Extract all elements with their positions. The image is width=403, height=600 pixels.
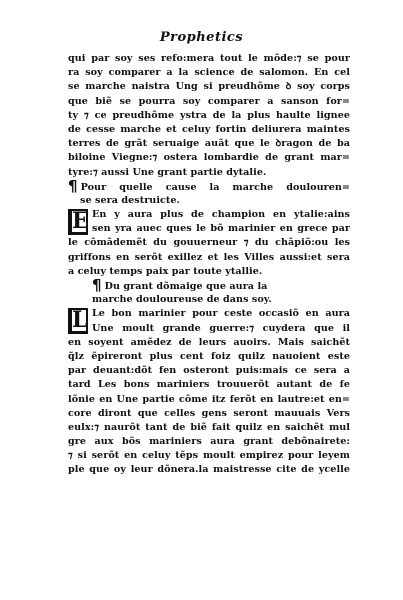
- text-line: En y aura plus de champion en ytalie:ains: [92, 209, 350, 221]
- drop-capital-letter: L: [72, 307, 88, 334]
- drop-capital: [68, 209, 88, 235]
- pilcrow-icon: ¶: [68, 179, 78, 194]
- text-line: tard Les bons mariniers trouuerõt autant de fe: [68, 379, 350, 391]
- text-line: q̃lz ẽpireront plus cent foiz quilz nauoient este: [68, 350, 350, 362]
- rubric-heading: [68, 279, 350, 307]
- drop-capital-letter: E: [72, 208, 89, 235]
- text-line: ty ⁊ ce preudhõme ystra de la plus haulte lignee: [68, 109, 350, 121]
- text-block: [68, 52, 350, 478]
- paragraph: [68, 208, 350, 279]
- pilcrow-icon: ¶: [92, 279, 102, 294]
- text-line: terres de grãt seruaige auãt que le ꝺragon de ba: [68, 138, 350, 150]
- text-line: lõnie en Une partie cõme itz ferõt en lautre:et en=: [68, 393, 350, 405]
- text-line: [68, 180, 350, 194]
- rubric-text: Pour quelle cause la marche doulouren=: [80, 181, 350, 193]
- text-line: sen yra auec ques le bõ marinier en grece par: [92, 223, 350, 235]
- running-head: Prophetics: [159, 30, 244, 45]
- text-line: par deuant:dõt fen osteront puis:mais ce sera a: [68, 365, 350, 377]
- text-line: core diront que celles gens seront mauuais Vers: [68, 407, 350, 419]
- text-line: a celuy temps paix par toute ytallie.: [68, 265, 263, 277]
- text-line: se marche naistra Ung si preudhõme ꝺ soy corps: [68, 81, 350, 93]
- paragraph: [68, 52, 350, 180]
- text-line: de cesse marche et celuy fortin deliurera maintes: [68, 123, 350, 135]
- paragraph: [68, 307, 350, 477]
- text-line: tyre:⁊ aussi Une grant partie dytalie.: [68, 166, 267, 178]
- text-line: ⁊ si serõt en celuy tẽps moult empirez pour leyem: [68, 450, 350, 462]
- drop-capital: [68, 308, 88, 334]
- text-line: [68, 279, 350, 293]
- rubric-heading: [68, 180, 350, 208]
- text-line: griffons en serõt exillez et les Villes aussi:et sera: [68, 251, 350, 263]
- text-line: Le bon marinier pour ceste occasiõ en aura: [92, 308, 350, 320]
- text-line: eulx:⁊ naurõt tant de biẽ fait quilz en saichẽt mul: [68, 421, 350, 433]
- text-line: ra soy comparer a la science de salomon. En cel: [68, 67, 350, 79]
- text-line: se sera destruicte.: [80, 194, 180, 206]
- text-line: le cõmãdemẽt du gouuerneur ⁊ du chãpiõ:ou les: [68, 237, 350, 249]
- text-line: biloine Viegne:⁊ ostera lombardie de grant mar=: [68, 152, 350, 164]
- text-line: qui par soy ses refo:mera tout le mõde:⁊ se pour: [68, 53, 350, 64]
- text-line: Une moult grande guerre:⁊ cuydera que il: [92, 322, 350, 334]
- rubric-text: Du grant dõmaige que aura la: [104, 281, 268, 292]
- text-line: marche douloureuse de dans soy.: [92, 294, 272, 306]
- text-line: que biẽ se pourra soy comparer a sanson for=: [68, 95, 350, 107]
- text-line: ple que oy leur dõnera.la maistresse cite de ycelle: [68, 464, 350, 476]
- text-line: en soyent amẽdez de leurs auoirs. Mais saichẽt: [68, 336, 350, 348]
- text-line: gre aux bõs mariniers aura grant debõnairete:: [68, 436, 350, 448]
